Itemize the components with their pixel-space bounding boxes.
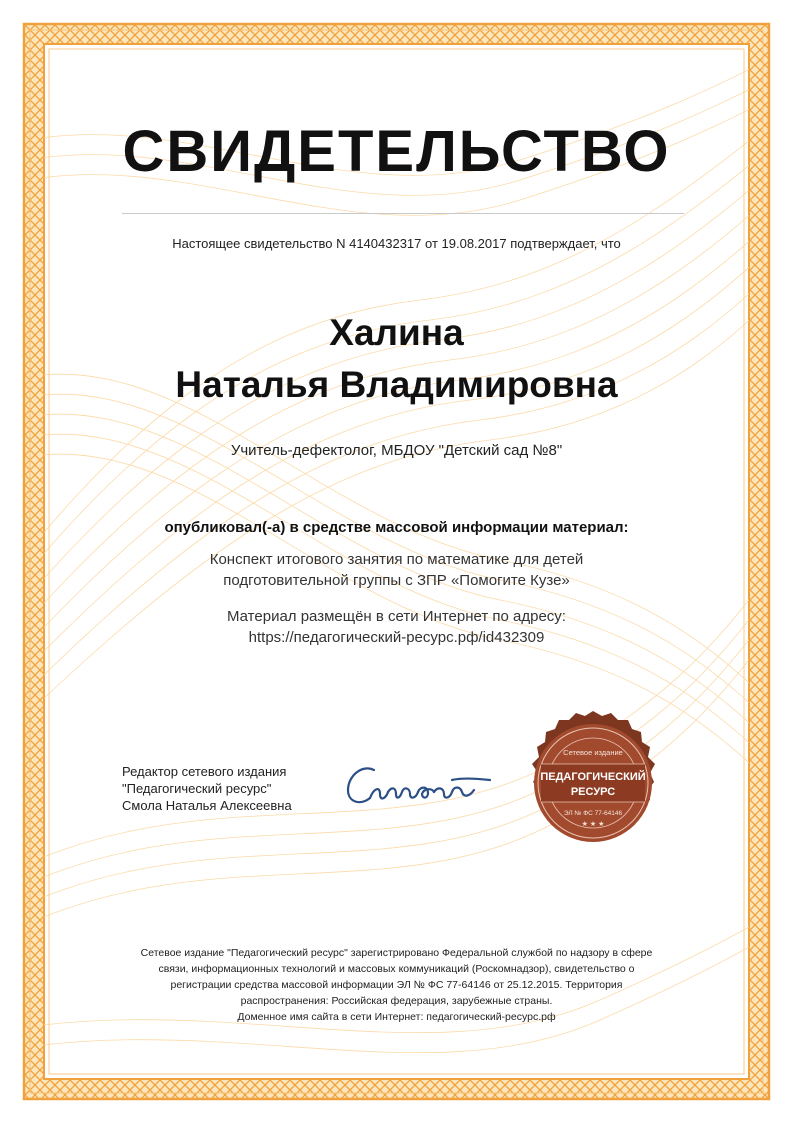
footer-line-5: Доменное имя сайта в сети Интернет: педагогический-ресурс.рф: [237, 1011, 556, 1023]
material-placement: [0, 606, 793, 648]
footer-line-3: регистрации средства массовой информации ЭЛ № ФС 77-64146 от 25.12.2015. Территория: [170, 979, 623, 991]
recipient-surname: Халина: [329, 312, 464, 353]
material-title-line-2: подготовительной группы с ЗПР «Помогите Кузе»: [223, 572, 570, 589]
footer-line-4: распространения: Российская федерация, зарубежные страны.: [240, 995, 553, 1007]
certificate-title: СВИДЕТЕЛЬСТВО: [122, 119, 671, 184]
title-divider: [122, 213, 684, 214]
editor-line-2: "Педагогический ресурс": [122, 781, 272, 796]
seal-registration: ЭЛ № ФС 77-64146: [563, 810, 623, 817]
editor-block: [122, 763, 352, 814]
seal-name-line-1: ПЕДАГОГИЧЕСКИЙ: [540, 771, 646, 783]
editor-name: Смола Наталья Алексеевна: [122, 798, 292, 813]
seal-top-text: Сетевое издание: [563, 748, 623, 757]
material-title: [0, 549, 793, 591]
recipient-position: Учитель-дефектолог, МБДОУ "Детский сад №8": [230, 442, 563, 459]
footer-line-2: связи, информационных технологий и массовых коммуникаций (Роскомнадзор), свидетельство о: [158, 963, 635, 975]
published-label: опубликовал(-а) в средстве массовой информации материал:: [164, 519, 629, 536]
seal-name-line-2: РЕСУРС: [570, 786, 616, 798]
material-title-line-1: Конспект итогового занятия по математике для детей: [209, 551, 584, 568]
editor-line-1: Редактор сетевого издания: [122, 764, 287, 779]
registration-footer: [110, 945, 683, 1025]
seal-stars: ★ ★ ★: [581, 821, 605, 828]
footer-line-1: Сетевое издание "Педагогический ресурс" зарегистрировано Федеральной службой по надзору в сфере: [140, 947, 653, 959]
editor-signature: [340, 758, 500, 818]
publication-seal: [521, 711, 665, 855]
recipient-given-names: Наталья Владимировна: [175, 364, 618, 405]
material-url: https://педагогический-ресурс.рф/id432309: [248, 629, 545, 646]
placement-label: Материал размещён в сети Интернет по адресу:: [227, 608, 566, 625]
certificate-number-line: Настоящее свидетельство N 4140432317 от 19.08.2017 подтверждает, что: [172, 236, 621, 251]
